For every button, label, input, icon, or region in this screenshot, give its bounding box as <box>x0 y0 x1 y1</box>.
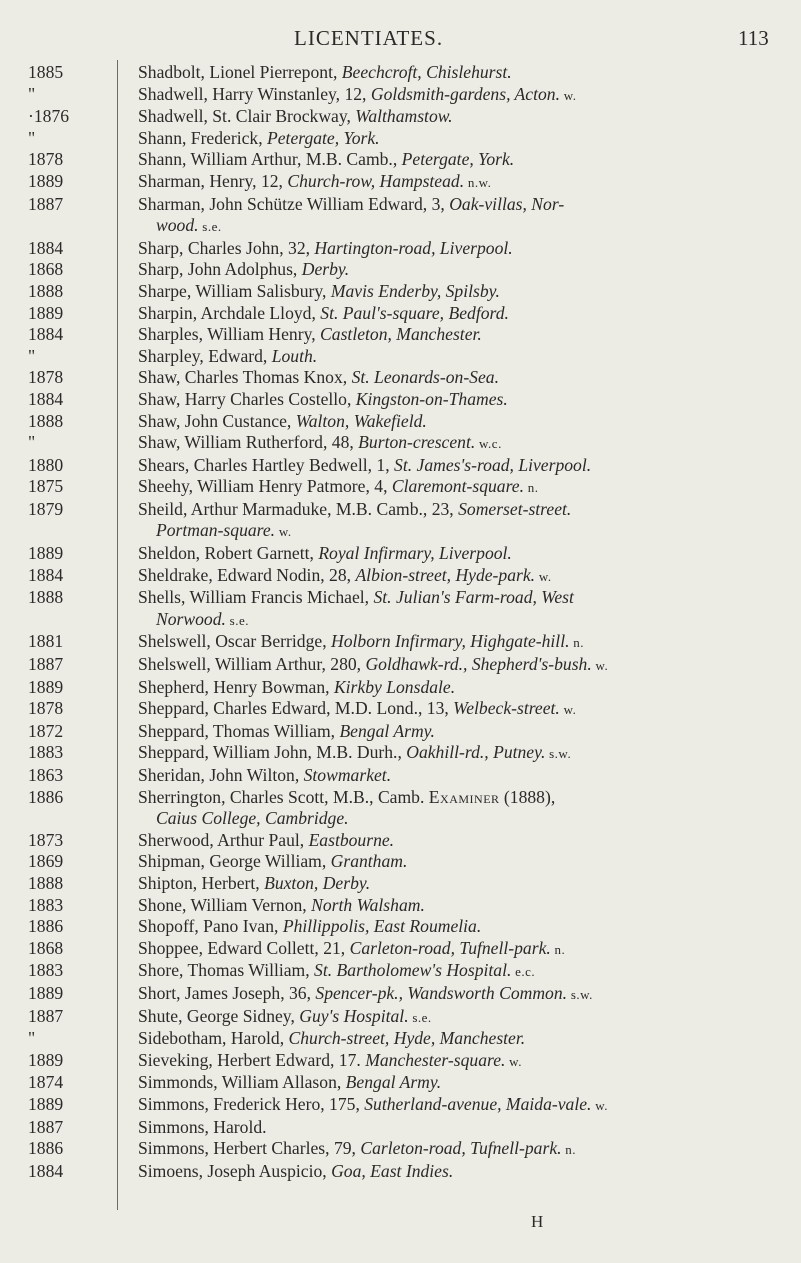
entry-district: n. <box>550 941 566 957</box>
entry-text <box>138 654 788 677</box>
entry-row <box>0 324 801 346</box>
entry-row <box>0 171 801 194</box>
entry-name: Sheridan, John Wilton, <box>138 765 304 785</box>
entry-year: 1878 <box>28 149 64 170</box>
entry-name: Sherwood, Arthur Paul, <box>138 829 309 850</box>
entry-name: (1888), <box>499 786 556 807</box>
entry-name: Simoens, Joseph Auspicio, <box>138 1160 332 1181</box>
entry-year: 1874 <box>28 1072 64 1093</box>
entry-text <box>138 1050 788 1073</box>
entry-row <box>0 543 801 565</box>
entry-row <box>0 698 801 721</box>
entry-row <box>0 476 801 499</box>
entry-name: Shaw, William Rutherford, 48, <box>138 432 359 453</box>
entry-name: Shells, William Francis Michael, <box>138 587 374 608</box>
entry-text <box>138 1094 788 1117</box>
entry-year: 1883 <box>28 894 64 915</box>
entry-address: Somerset-street. <box>458 498 572 519</box>
entry-name: Shadwell, Harry Winstanley, 12, <box>138 83 371 104</box>
entry-row <box>0 1094 801 1117</box>
entry-row <box>0 106 801 128</box>
entry-year: 1868 <box>28 259 64 280</box>
page-number: 113 <box>738 26 769 50</box>
entry-year: 1888 <box>28 410 64 431</box>
entry-address: Castleton, Manchester. <box>320 324 482 345</box>
entry-text <box>138 106 788 128</box>
entry-name: Shone, William Vernon, <box>138 894 312 915</box>
entry-address: Goa, East Indies. <box>331 1160 454 1181</box>
entry-row <box>0 654 801 677</box>
entry-address: Norwood. <box>156 608 226 629</box>
entry-row <box>0 389 801 411</box>
entry-district: n. <box>523 480 539 496</box>
entry-address: Claremont-square. <box>391 476 524 497</box>
entry-text <box>138 960 788 983</box>
entry-name: Simmons, Frederick Hero, 175, <box>138 1093 365 1114</box>
entry-year: " <box>28 345 36 366</box>
entry-district: s.e. <box>408 1009 432 1025</box>
entry-year: 1884 <box>28 237 64 258</box>
entry-text <box>138 62 788 84</box>
entry-text <box>138 455 788 477</box>
entry-name: Sharples, William Henry, <box>138 324 321 345</box>
entry-text <box>138 411 788 433</box>
entry-address: Beechcroft, Chislehurst. <box>341 62 512 82</box>
entry-year: 1887 <box>28 1005 64 1026</box>
entry-row <box>0 742 801 765</box>
entry-year: 1889 <box>28 982 64 1003</box>
entry-year: 1888 <box>28 587 64 608</box>
entry-text <box>138 499 788 521</box>
entry-row <box>0 1028 801 1050</box>
entry-text <box>138 346 788 368</box>
entry-row <box>0 1072 801 1094</box>
entry-row <box>0 128 801 150</box>
entry-text <box>138 171 788 194</box>
entry-district: w. <box>591 1097 608 1113</box>
entry-address: St. James's-road, Liverpool. <box>394 454 592 475</box>
entry-address: Kingston-on-Thames. <box>355 388 508 409</box>
entry-row <box>0 346 801 368</box>
entry-address: Burton-crescent. <box>358 432 476 453</box>
entry-name: Sharman, Henry, 12, <box>138 170 288 191</box>
entry-text <box>138 721 788 743</box>
entry-text <box>138 1072 788 1094</box>
entry-text <box>138 938 788 961</box>
entry-continuation <box>0 609 801 632</box>
entry-address: Oakhill-rd., Putney. <box>406 742 546 763</box>
entry-district: s.w. <box>567 986 593 1002</box>
entry-text <box>138 520 801 543</box>
entry-text <box>138 149 788 171</box>
entry-text <box>138 259 788 281</box>
entry-name: Sheldrake, Edward Nodin, 28, <box>138 564 356 585</box>
entry-address: Carleton-road, Tufnell-park. <box>349 937 551 958</box>
entry-address: Grantham. <box>330 851 408 872</box>
entry-year: 1873 <box>28 829 64 850</box>
entry-name: Shopoff, Pano Ivan, <box>138 916 283 937</box>
entry-year: 1884 <box>28 388 64 409</box>
entry-row <box>0 1138 801 1161</box>
entry-row <box>0 938 801 961</box>
entry-address: Goldsmith-gardens, Acton. <box>370 83 560 104</box>
entry-row <box>0 1050 801 1073</box>
entry-text <box>138 1117 788 1139</box>
entry-name: Shepherd, Henry Bowman, <box>138 676 334 697</box>
entry-row <box>0 238 801 260</box>
entry-address: St. Julian's Farm-road, West <box>373 587 574 608</box>
entry-text <box>138 916 788 938</box>
entry-row <box>0 916 801 938</box>
entry-text <box>138 432 788 455</box>
entry-name: Sheppard, Charles Edward, M.D. Lond., 13, <box>138 698 454 719</box>
entry-text <box>138 565 788 588</box>
entry-year: " <box>28 432 36 453</box>
entry-year: 1878 <box>28 698 64 719</box>
entry-name: Shelswell, William Arthur, 280, <box>138 654 366 675</box>
entry-row <box>0 895 801 917</box>
entry-row <box>0 721 801 743</box>
entry-year: 1883 <box>28 960 64 981</box>
entry-name: Sieveking, Herbert Edward, 17. <box>138 1049 366 1070</box>
entry-address: Hartington-road, Liverpool. <box>314 237 513 258</box>
entry-address: Walton, Wakefield. <box>295 410 427 431</box>
entry-text <box>138 215 801 238</box>
entry-text <box>138 1028 788 1050</box>
entry-text <box>138 281 788 303</box>
running-head: LICENTIATES. <box>294 26 444 50</box>
entry-address: Carleton-road, Tufnell-park. <box>360 1138 562 1159</box>
entry-year: 1889 <box>28 302 64 323</box>
entry-text <box>138 808 801 830</box>
entry-row <box>0 830 801 852</box>
entry-continuation <box>0 520 801 543</box>
entry-address: Spencer-pk., Wandsworth Common. <box>315 982 568 1003</box>
entry-address: Bengal Army. <box>345 1072 442 1093</box>
entry-name: Simmonds, William Allason, <box>138 1072 346 1093</box>
entry-row <box>0 303 801 325</box>
entry-year: 1879 <box>28 498 64 519</box>
entry-name: Shoppee, Edward Collett, 21, <box>138 937 350 958</box>
entry-name: Simmons, Herbert Charles, 79, <box>138 1138 361 1159</box>
entry-district: s.w. <box>545 746 572 762</box>
entry-year: 1878 <box>28 367 64 388</box>
entry-row <box>0 565 801 588</box>
entry-address: Petergate, York. <box>401 149 515 170</box>
entry-row <box>0 455 801 477</box>
entry-row <box>0 259 801 281</box>
entry-name: Sherrington, Charles Scott, M.B., Camb. <box>138 786 429 807</box>
entry-name: Sheppard, Thomas William, <box>138 720 340 741</box>
entry-text <box>138 830 788 852</box>
entry-year: ·1876 <box>28 106 70 127</box>
entry-address: Mavis Enderby, Spilsby. <box>330 280 500 301</box>
entries-list <box>0 62 801 1182</box>
entry-row <box>0 631 801 654</box>
entry-row <box>0 960 801 983</box>
entry-row <box>0 62 801 84</box>
entry-row <box>0 84 801 107</box>
entry-address: Guy's Hospital. <box>299 1005 409 1026</box>
entry-year: 1886 <box>28 916 64 937</box>
entry-year: " <box>28 1028 36 1049</box>
entry-year: 1887 <box>28 1116 64 1137</box>
entry-address: Royal Infirmary, Liverpool. <box>318 543 512 564</box>
entry-year: 1880 <box>28 454 64 475</box>
entry-row <box>0 499 801 521</box>
entry-name: Sharpe, William Salisbury, <box>138 280 331 301</box>
entry-text <box>138 787 788 809</box>
entry-year: 1888 <box>28 280 64 301</box>
entry-address: Manchester-square. <box>365 1049 506 1070</box>
entry-address: St. Paul's-square, Bedford. <box>320 302 509 323</box>
entry-year: " <box>28 127 36 148</box>
entry-year: 1889 <box>28 1049 64 1070</box>
entry-row <box>0 587 801 609</box>
entry-year: 1872 <box>28 720 64 741</box>
entry-name: Sharpley, Edward, <box>138 345 272 366</box>
entry-name: Sidebotham, Harold, <box>138 1028 289 1049</box>
entry-address: Church-street, Hyde, Manchester. <box>288 1028 526 1049</box>
entry-row <box>0 851 801 873</box>
entry-address: St. Bartholomew's Hospital. <box>314 960 512 981</box>
entry-district: n. <box>561 1142 577 1158</box>
entry-row <box>0 873 801 895</box>
entry-address: Goldhawk-rd., Shepherd's-bush. <box>365 654 592 675</box>
entry-name: Shore, Thomas William, <box>138 960 315 981</box>
entry-row <box>0 1161 801 1183</box>
entry-text <box>138 609 801 632</box>
entry-name: Shelswell, Oscar Berridge, <box>138 631 331 652</box>
entry-year: 1889 <box>28 170 64 191</box>
entry-name: Shipton, Herbert, <box>138 872 265 893</box>
entry-text <box>138 476 788 499</box>
entry-year: 1888 <box>28 872 64 893</box>
entry-district: s.e. <box>225 612 249 628</box>
entry-text <box>138 765 788 787</box>
entry-address: Oak-villas, Nor- <box>449 193 565 214</box>
entry-name: Sheppard, William John, M.B. Durh., <box>138 742 407 763</box>
entry-year: 1886 <box>28 1138 64 1159</box>
entry-row <box>0 194 801 216</box>
entry-text <box>138 1161 788 1183</box>
entry-row <box>0 1117 801 1139</box>
entry-year: 1889 <box>28 676 64 697</box>
entry-text <box>138 895 788 917</box>
entry-name: Shears, Charles Hartley Bedwell, 1, <box>138 454 395 475</box>
entry-address: Albion-street, Hyde-park. <box>355 564 536 585</box>
entry-name: Shute, George Sidney, <box>138 1005 300 1026</box>
entry-text <box>138 851 788 873</box>
entry-row <box>0 677 801 699</box>
entry-address: Buxton, Derby. <box>264 872 371 893</box>
entry-district: w. <box>591 658 609 674</box>
entry-name: Sheldon, Robert Garnett, <box>138 543 319 564</box>
entry-text <box>138 631 788 654</box>
entry-address: Derby. <box>301 259 350 280</box>
entry-year: 1884 <box>28 324 64 345</box>
entry-row <box>0 983 801 1006</box>
entry-address: Holborn Infirmary, Highgate-hill. <box>331 631 570 652</box>
entry-district: n. <box>569 635 584 651</box>
entry-text <box>138 1138 788 1161</box>
entry-district: w.c. <box>475 436 502 452</box>
entry-year: 1886 <box>28 786 64 807</box>
entry-year: 1869 <box>28 851 64 872</box>
page-header <box>0 26 801 56</box>
entry-year: " <box>28 83 36 104</box>
entry-text <box>138 873 788 895</box>
entry-name: Shipman, George William, <box>138 851 331 872</box>
entry-name: Shaw, John Custance, <box>138 410 296 431</box>
entry-row <box>0 281 801 303</box>
entry-address: North Walsham. <box>311 894 425 915</box>
entry-year: 1881 <box>28 631 64 652</box>
entry-row <box>0 1006 801 1029</box>
entry-year: 1887 <box>28 654 64 675</box>
entry-address: Portman-square. <box>156 520 276 541</box>
entry-text <box>138 324 788 346</box>
entry-name: Shann, Frederick, <box>138 127 267 148</box>
entry-text <box>138 742 788 765</box>
entry-name: Sharp, Charles John, 32, <box>138 237 315 258</box>
entry-year: 1875 <box>28 476 64 497</box>
entry-name: Sharman, John Schütze William Edward, 3, <box>138 193 450 214</box>
entry-district: e.c. <box>511 964 536 980</box>
entry-address: Walthamstow. <box>355 106 453 127</box>
entry-district: s.e. <box>198 219 222 235</box>
entry-address: Church-row, Hampstead. <box>287 170 465 191</box>
entry-name: Short, James Joseph, 36, <box>138 982 316 1003</box>
entry-address: Kirkby Lonsdale. <box>333 676 456 697</box>
entry-address: wood. <box>156 215 199 236</box>
entry-year: 1889 <box>28 543 64 564</box>
entry-text <box>138 543 788 565</box>
entry-year: 1885 <box>28 62 64 82</box>
entry-year: 1889 <box>28 1093 64 1114</box>
entry-text <box>138 698 788 721</box>
entry-address: Louth. <box>271 345 318 366</box>
entry-district: w. <box>559 702 577 718</box>
entry-address: Phillippolis, East Roumelia. <box>282 916 482 937</box>
entry-address: Sutherland-avenue, Maida-vale. <box>364 1093 592 1114</box>
entry-address: Petergate, York. <box>267 127 380 148</box>
entry-text <box>138 677 788 699</box>
entry-name: Sharpin, Archdale Lloyd, <box>138 302 321 323</box>
signature-mark: H <box>531 1212 544 1231</box>
entry-year: 1887 <box>28 193 64 214</box>
entry-address: Caius College, Cambridge. <box>156 808 349 829</box>
entry-text <box>138 303 788 325</box>
entry-row <box>0 432 801 455</box>
entry-row <box>0 787 801 809</box>
entry-address: Stowmarket. <box>303 765 392 785</box>
entry-district: n.w. <box>464 174 492 190</box>
entry-name: Sheehy, William Henry Patmore, 4, <box>138 476 392 497</box>
entry-year: 1863 <box>28 765 64 785</box>
entry-text <box>138 367 788 389</box>
entry-name: Shaw, Harry Charles Costello, <box>138 388 356 409</box>
entry-address: Welbeck-street. <box>453 698 560 719</box>
entry-address: Bengal Army. <box>339 720 435 741</box>
entry-continuation <box>0 808 801 830</box>
entry-text <box>138 238 788 260</box>
entry-text <box>138 587 788 609</box>
entry-text <box>138 1006 788 1029</box>
entry-district: w. <box>275 524 292 540</box>
entry-year: 1883 <box>28 742 64 763</box>
entry-text <box>138 389 788 411</box>
entry-district: w. <box>505 1053 522 1069</box>
entry-district: w. <box>559 87 577 103</box>
entry-text <box>138 128 788 150</box>
entry-name: Simmons, Harold. <box>138 1116 267 1137</box>
entry-name: Shadbolt, Lionel Pierrepont, <box>138 62 342 82</box>
entry-year: 1868 <box>28 937 64 958</box>
entry-text <box>138 983 788 1006</box>
entry-row <box>0 765 801 787</box>
entry-title: Examiner <box>428 786 500 807</box>
entry-text <box>138 84 788 107</box>
entry-year: 1884 <box>28 1160 64 1181</box>
entry-text <box>138 194 788 216</box>
entry-row <box>0 367 801 389</box>
entry-name: Shadwell, St. Clair Brockway, <box>138 106 356 127</box>
entry-name: Shaw, Charles Thomas Knox, <box>138 367 352 388</box>
entry-district: w. <box>535 568 552 584</box>
entry-name: Shann, William Arthur, M.B. Camb., <box>138 149 402 170</box>
entry-year: 1884 <box>28 564 64 585</box>
entry-address: St. Leonards-on-Sea. <box>351 367 499 388</box>
entry-continuation <box>0 215 801 238</box>
entry-name: Sheild, Arthur Marmaduke, M.B. Camb., 23, <box>138 498 459 519</box>
entry-row <box>0 149 801 171</box>
entry-name: Sharp, John Adolphus, <box>138 259 302 280</box>
entry-row <box>0 411 801 433</box>
entry-address: Eastbourne. <box>308 829 395 850</box>
